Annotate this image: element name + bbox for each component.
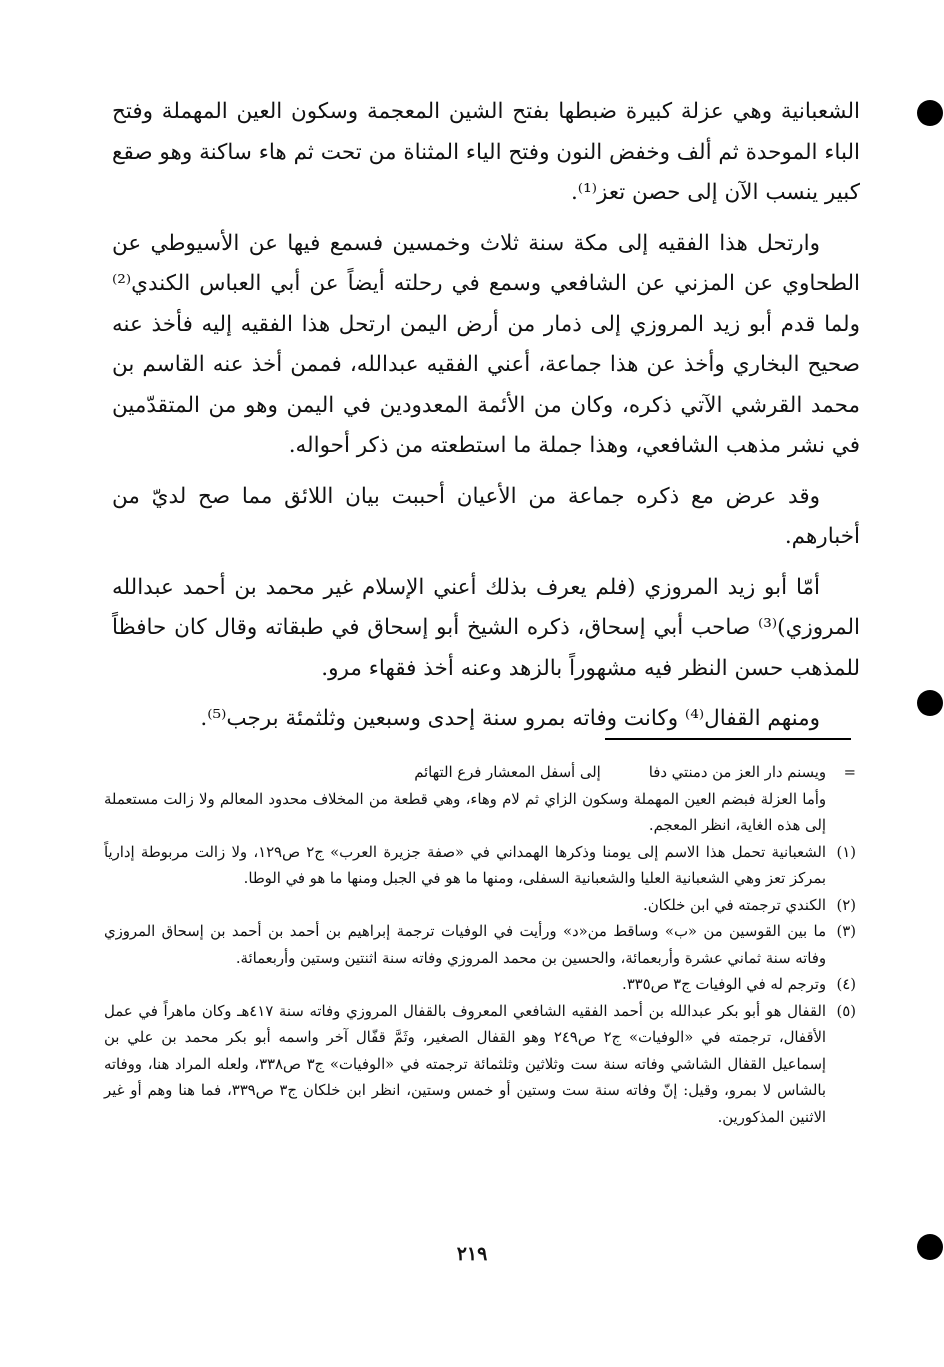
verse-hemistich-2: إلى أسفل المعشار فرع التهائم [414, 764, 601, 781]
footnote-5 [104, 999, 856, 1132]
footnote-separator [605, 738, 851, 740]
footnote-text: الشعبانية تحمل هذا الاسم إلى يومنا وذكرها الهمداني في «صفة جزيرة العرب» ج٢ ص١٢٩، ولا زالت مربوطة إدارياً بمركز تعز وهي الشعبانية العليا والشعبانية السفلى، ومنها ما هو في الجبل ومنها ما هو في الوطا. [104, 843, 826, 887]
footnote-number: (١) [836, 843, 856, 861]
footnote-text: القفال هو أبو بكر عبدالله بن أحمد الفقيه الشافعي المعروف بالقفال المروزي وفاته سنة ٤١٧هـ وكان ماهراً في عمل الأقفال، ترجمته في «الوفيات» ج٢ ص٢٤٩ وهو القفال الصغير، وثَمَّ قفّال آخر واسمه أبو بكر محمد بن علي بن إسماعيل القفال الشاشي وفاته سنة ست وثلاثين وثلثمائة ترجمته في «الوفيات» ج٣ ص٣٣٨، ولعله المراد هنا، ووفاته بالشاس لا بمرو، وقيل: إنّ وفاته سنة ست وستين أو خمس وستين، انظر ابن خلكان ج٣ ص٣٣٩، فما هنا وهم أو غير الاثنين المذكورين. [104, 1002, 827, 1126]
paragraph-4: أمّا أبو زيد المروزي (فلم يعرف بذلك أعني الإسلام غير محمد بن أحمد عبدالله المروزي)⁽³⁾ صاحب أبي إسحاق، ذكره الشيخ أبو إسحاق في طبقاته وقال كان حافظاً للمذهب حسن النظر فيه مشهوراً بالزهد وعنه أخذ فقهاء مرو. [112, 574, 860, 681]
footnote-verse [104, 760, 856, 787]
binding-hole-mark-top [917, 100, 943, 126]
paragraph-5: ومنهم القفال⁽⁴⁾ وكانت وفاته بمرو سنة إحدى وسبعين وثلثمئة برجب⁽⁵⁾. [200, 706, 820, 731]
paragraph-3: وقد عرض مع ذكره جماعة من الأعيان أحببت بيان اللائق مما صح لديّ من أخبارهم. [112, 483, 860, 549]
paragraph-1: الشعبانية وهي عزلة كبيرة ضبطها بفتح الشين المعجمة وسكون العين المهملة وفتح الباء الموحدة ثم ألف وخفض النون وفتح الياء المثناة من تحت ثم هاء ساكنة وهو صقع كبير ينسب الآن إلى حصن تعز⁽¹⁾. [112, 99, 860, 205]
footnote-number: (٤) [836, 976, 856, 993]
footnotes [104, 760, 856, 1131]
footnote-text: ما بين القوسين من «ب» وساقط من«د» ورأيت في الوفيات ترجمة إبراهيم بن أحمد بن أحمد بن إسحاق المروزي وفاته سنة ثماني عشرة وأربعمائة، والحسين بن محمد المروزي وفاته سنة اثنتين وستين وأربعمائة. [104, 923, 826, 967]
footnote-text: وترجم له في الوفيات ج٣ ص٣٣٥. [622, 976, 826, 993]
footnote-continuation: وأما العزلة فبضم العين المهملة وسكون الزاي ثم لام وهاء، وهي قطعة من المخلاف محدود المعالم ولا زالت مستعملة إلى هذه الغاية، انظر المعجم. [104, 790, 826, 834]
footnote-4 [104, 972, 856, 999]
main-text [112, 92, 860, 750]
continuation-mark: = [843, 764, 856, 781]
footnote-number: (٣) [836, 923, 856, 940]
footnote-3 [104, 919, 856, 972]
footnote-number: (٢) [836, 896, 856, 914]
paragraph-2: وارتحل هذا الفقيه إلى مكة سنة ثلاث وخمسين فسمع فيها عن الأسيوطي عن الطحاوي عن المزني عن الشافعي وسمع في رحلته أيضاً عن أبي العباس الكندي⁽²⁾ ولما قدم أبو زيد المروزي إلى ذمار من أرض اليمن ارتحل هذا الفقيه إليه فأخذ عنه صحيح البخاري وأخذ عن هذا جماعة، أعني الفقيه عبدالله، فممن أخذ عنه القاسم بن محمد القرشي الآتي ذكره، وكان من الأئمة المعدودين في اليمن وهو من المتقدّمين في نشر مذهب الشافعي، وهذا جملة ما استطعته من ذكر أحواله. [112, 230, 860, 458]
footnote-2 [104, 893, 856, 920]
footnote-number: (٥) [836, 1002, 856, 1020]
page-number: ٢١٩ [456, 1243, 488, 1265]
footnote-1 [104, 840, 856, 893]
verse-hemistich-1: ويسنم دار العز من دمنتي دفا [648, 764, 826, 781]
footnote-text: الكندي ترجمته في ابن خلكان. [643, 896, 826, 914]
binding-hole-mark-middle [917, 690, 943, 716]
